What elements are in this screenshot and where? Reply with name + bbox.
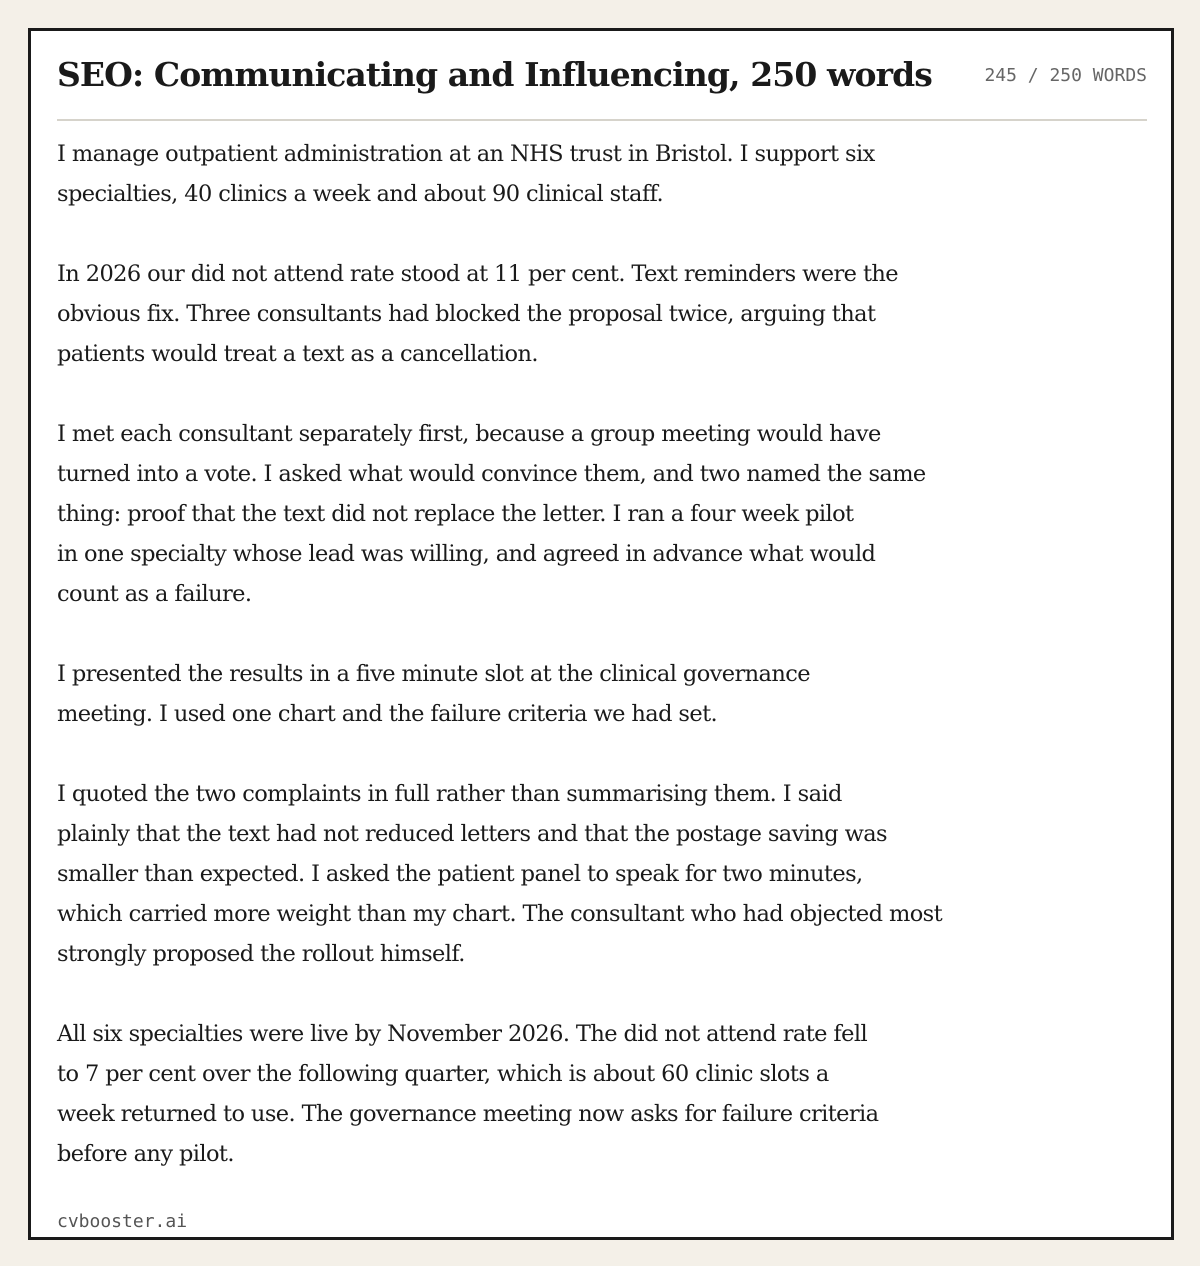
- paragraph: [57, 414, 1057, 614]
- answer-card: [28, 28, 1174, 1240]
- word-count-badge: 245 / 250 WORDS: [984, 65, 1147, 86]
- text-line: All six specialties were live by November 2026. The did not attend rate fell: [57, 1021, 868, 1047]
- text-line: I presented the results in a five minute slot at the clinical governance: [57, 661, 810, 687]
- text-line: to 7 per cent over the following quarter, which is about 60 clinic slots a: [57, 1061, 829, 1087]
- paragraph: [57, 254, 1057, 374]
- text-line: which carried more weight than my chart. The consultant who had objected most: [57, 901, 943, 927]
- text-line: specialties, 40 clinics a week and about 90 clinical staff.: [57, 181, 664, 207]
- paragraph: [57, 134, 1057, 214]
- text-line: thing: proof that the text did not replace the letter. I ran a four week pilot: [57, 501, 854, 527]
- text-line: plainly that the text had not reduced letters and that the postage saving was: [57, 821, 887, 847]
- text-line: In 2026 our did not attend rate stood at 11 per cent. Text reminders were the: [57, 261, 898, 287]
- text-line: week returned to use. The governance meeting now asks for failure criteria: [57, 1101, 879, 1127]
- paragraph: [57, 654, 1057, 734]
- footer-brand: cvbooster.ai: [57, 1211, 188, 1232]
- answer-body: [57, 134, 1057, 1214]
- text-line: I quoted the two complaints in full rather than summarising them. I said: [57, 781, 842, 807]
- text-line: count as a failure.: [57, 581, 252, 607]
- text-line: in one specialty whose lead was willing, and agreed in advance what would: [57, 541, 876, 567]
- paragraph: [57, 1014, 1057, 1174]
- text-line: obvious fix. Three consultants had blocked the proposal twice, arguing that: [57, 301, 876, 327]
- page-title: SEO: Communicating and Influencing, 250 words: [57, 55, 932, 94]
- text-line: turned into a vote. I asked what would convince them, and two named the same: [57, 461, 926, 487]
- text-line: patients would treat a text as a cancellation.: [57, 341, 538, 367]
- text-line: smaller than expected. I asked the patient panel to speak for two minutes,: [57, 861, 863, 887]
- text-line: I met each consultant separately first, because a group meeting would have: [57, 421, 881, 447]
- text-line: before any pilot.: [57, 1141, 234, 1167]
- paragraph: [57, 774, 1057, 974]
- text-line: meeting. I used one chart and the failure criteria we had set.: [57, 701, 718, 727]
- text-line: I manage outpatient administration at an NHS trust in Bristol. I support six: [57, 141, 875, 167]
- text-line: strongly proposed the rollout himself.: [57, 941, 465, 967]
- card-header: [57, 49, 1147, 121]
